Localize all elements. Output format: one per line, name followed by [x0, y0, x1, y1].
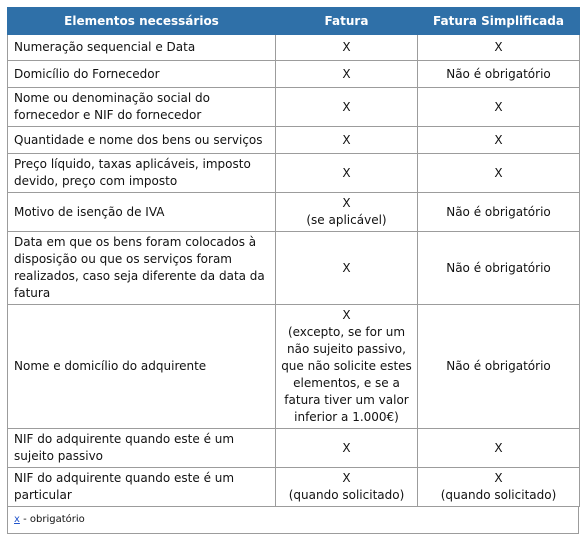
fatura-cell [276, 468, 418, 507]
row-label [8, 429, 276, 468]
row-label [8, 61, 276, 88]
legend-mark: x [14, 514, 20, 525]
fatura-cell [276, 429, 418, 468]
cell-line: X [494, 40, 503, 54]
fatura-cell [276, 305, 418, 429]
simplificada-cell [418, 429, 580, 468]
simplificada-cell [418, 61, 580, 88]
cell-line: Não é obrigatório [446, 359, 551, 373]
cell-line: X [342, 440, 351, 455]
cell-line: Domicílio do Fornecedor [14, 66, 160, 81]
cell-line: fornecedor e NIF do fornecedor [14, 108, 202, 122]
cell-line: elementos, e se a [293, 376, 400, 390]
cell-line: Data em que os bens foram colocados à [14, 235, 257, 249]
header-elementos: Elementos necessários [8, 8, 276, 35]
cell-line: NIF do adquirente quando este é um [14, 471, 235, 485]
cell-line: Não é obrigatório [446, 204, 551, 219]
cell-line: (quando solicitado) [288, 488, 405, 502]
legend [7, 507, 579, 534]
cell-line: X [342, 132, 351, 147]
cell-line: X [494, 165, 503, 180]
legend-text: - obrigatório [19, 514, 85, 525]
fatura-cell [276, 232, 418, 305]
cell-line: X [342, 260, 351, 275]
cell-line: Numeração sequencial e Data [14, 40, 196, 54]
cell-line: X [342, 196, 351, 210]
simplificada-cell [418, 127, 580, 154]
simplificada-cell [418, 35, 580, 61]
cell-line: X [494, 440, 503, 455]
table-header-row [8, 8, 580, 35]
cell-line: inferior a 1.000€) [294, 410, 399, 424]
cell-line: X [494, 132, 503, 147]
cell-line: Nome ou denominação social do [14, 91, 210, 105]
simplificada-cell [418, 232, 580, 305]
requirements-table [7, 7, 580, 507]
cell-line: que não solicite estes [281, 359, 412, 373]
cell-line: X [342, 308, 351, 322]
simplificada-cell [418, 88, 580, 127]
cell-line: Preço líquido, taxas aplicáveis, imposto [14, 157, 251, 171]
simplificada-cell [418, 468, 580, 507]
cell-line: X [342, 40, 351, 54]
row-label [8, 305, 276, 429]
fatura-cell [276, 61, 418, 88]
row-label [8, 35, 276, 61]
fatura-cell [276, 193, 418, 232]
row-label [8, 88, 276, 127]
comparison-table-container [7, 7, 579, 534]
table-row [8, 305, 580, 429]
header-fatura-simplificada: Fatura Simplificada [418, 8, 580, 35]
cell-line: devido, preço com imposto [14, 174, 178, 188]
cell-line: Quantidade e nome dos bens ou serviços [14, 132, 263, 147]
cell-line: NIF do adquirente quando este é um [14, 432, 235, 446]
row-label [8, 193, 276, 232]
fatura-cell [276, 88, 418, 127]
table-row [8, 232, 580, 305]
table-row [8, 468, 580, 507]
cell-line: X [494, 471, 503, 485]
cell-line: Não é obrigatório [446, 66, 551, 81]
table-row [8, 61, 580, 88]
row-label [8, 154, 276, 193]
simplificada-cell [418, 193, 580, 232]
table-row [8, 154, 580, 193]
cell-line: Não é obrigatório [446, 260, 551, 275]
simplificada-cell [418, 305, 580, 429]
table-row [8, 127, 580, 154]
cell-line: X [342, 165, 351, 180]
cell-line: não sujeito passivo, [287, 342, 406, 356]
cell-line: fatura tiver um valor [284, 393, 409, 407]
fatura-cell [276, 35, 418, 61]
table-row [8, 193, 580, 232]
row-label [8, 232, 276, 305]
table-row [8, 429, 580, 468]
cell-line: sujeito passivo [14, 449, 104, 463]
header-fatura: Fatura [276, 8, 418, 35]
table-row [8, 88, 580, 127]
cell-line: X [342, 99, 351, 114]
cell-line: realizados, caso seja diferente da data da [14, 269, 265, 283]
row-label [8, 127, 276, 154]
table-row [8, 35, 580, 61]
fatura-cell [276, 154, 418, 193]
row-label [8, 468, 276, 507]
cell-line: X [494, 99, 503, 114]
cell-line: (quando solicitado) [440, 488, 557, 502]
cell-line: X [342, 471, 351, 485]
cell-line: (se aplicável) [306, 213, 387, 227]
cell-line: Nome e domicílio do adquirente [14, 359, 207, 373]
cell-line: fatura [14, 286, 51, 300]
cell-line: particular [14, 488, 72, 502]
cell-line: (excepto, se for um [287, 325, 406, 339]
simplificada-cell [418, 154, 580, 193]
cell-line: Motivo de isenção de IVA [14, 204, 165, 219]
cell-line: disposição ou que os serviços foram [14, 252, 232, 266]
fatura-cell [276, 127, 418, 154]
cell-line: X [342, 66, 351, 81]
